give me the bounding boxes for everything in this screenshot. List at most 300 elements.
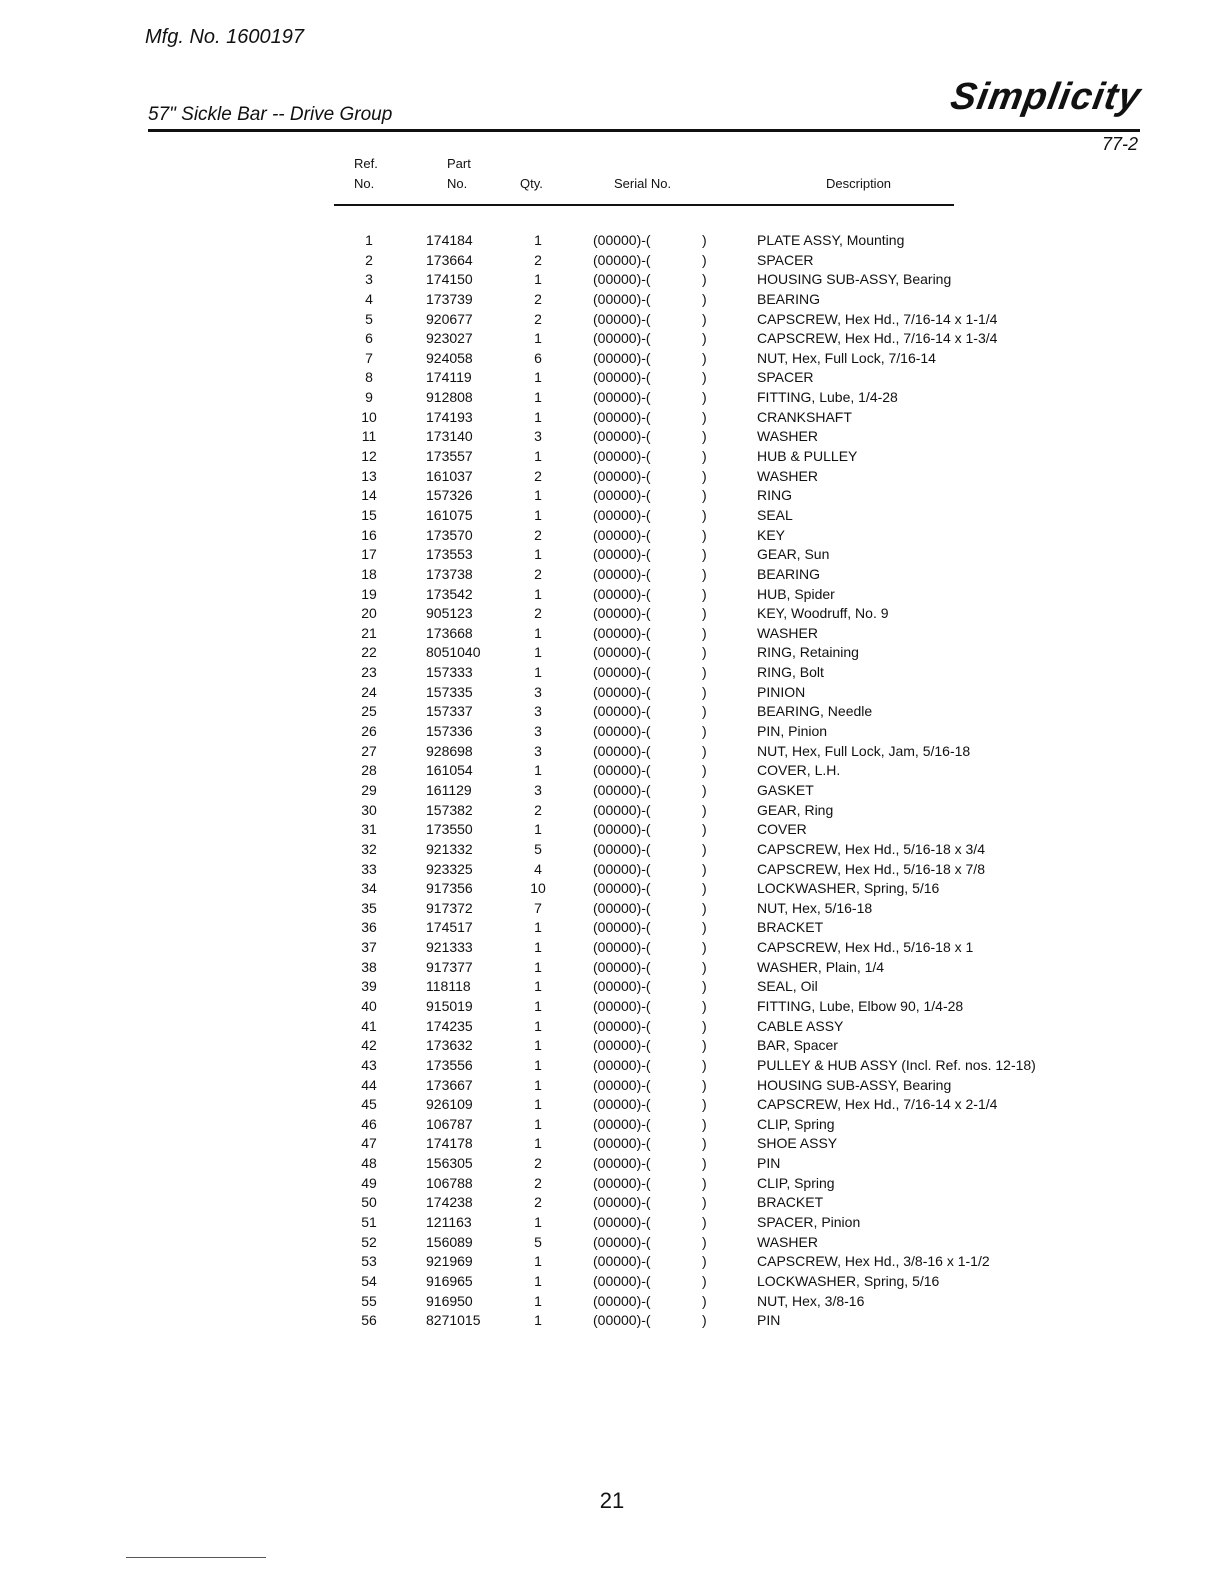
ref-number: 22 xyxy=(361,644,377,661)
serial-number: (00000)-( xyxy=(593,565,651,582)
quantity: 7 xyxy=(534,899,542,916)
quantity: 1 xyxy=(534,1272,542,1289)
part-number: 157337 xyxy=(426,703,473,720)
description: CAPSCREW, Hex Hd., 7/16-14 x 1-3/4 xyxy=(757,330,998,347)
ref-number: 20 xyxy=(361,605,377,622)
part-number: 174119 xyxy=(426,369,472,386)
part-number: 173570 xyxy=(426,526,473,543)
quantity: 1 xyxy=(534,1096,542,1113)
table-row xyxy=(0,1076,1224,1096)
serial-number: (00000)-( xyxy=(593,1292,651,1309)
quantity: 2 xyxy=(534,1194,542,1211)
serial-close: ) xyxy=(702,919,707,936)
quantity: 3 xyxy=(534,428,542,445)
serial-close: ) xyxy=(702,840,707,857)
table-row xyxy=(0,801,1224,821)
quantity: 3 xyxy=(534,781,542,798)
quantity: 1 xyxy=(534,958,542,975)
description: WASHER xyxy=(757,1233,818,1250)
description: WASHER xyxy=(757,467,818,484)
quantity: 1 xyxy=(534,1115,542,1132)
serial-number: (00000)-( xyxy=(593,801,651,818)
ref-number: 39 xyxy=(361,978,377,995)
part-number: 174184 xyxy=(426,232,473,248)
description: NUT, Hex, Full Lock, Jam, 5/16-18 xyxy=(757,742,971,759)
ref-number: 29 xyxy=(361,781,377,798)
description-header: Description xyxy=(826,176,892,191)
quantity: 5 xyxy=(534,840,542,857)
serial-number: (00000)-( xyxy=(593,487,651,504)
table-row xyxy=(0,938,1224,958)
part-number: 8051040 xyxy=(426,644,481,661)
serial-number: (00000)-( xyxy=(593,605,651,622)
serial-close: ) xyxy=(702,1272,707,1289)
serial-number: (00000)-( xyxy=(593,428,651,445)
serial-close: ) xyxy=(702,742,707,759)
serial-number: (00000)-( xyxy=(593,1233,651,1250)
serial-close: ) xyxy=(702,1214,707,1231)
description: HOUSING SUB-ASSY, Bearing xyxy=(757,271,952,288)
table-row xyxy=(0,879,1224,899)
mfg-number: Mfg. No. 1600197 xyxy=(145,26,304,48)
serial-number: (00000)-( xyxy=(593,310,651,327)
quantity: 4 xyxy=(534,860,542,877)
table-row xyxy=(0,1193,1224,1213)
serial-number: (00000)-( xyxy=(593,232,651,248)
ref-number: 32 xyxy=(361,840,377,857)
description: PINION xyxy=(757,683,806,700)
table-row xyxy=(0,349,1224,369)
quantity: 1 xyxy=(534,389,542,406)
serial-number: (00000)-( xyxy=(593,290,651,307)
serial-close: ) xyxy=(702,899,707,916)
description: SHOE ASSY xyxy=(757,1135,838,1152)
serial-number: (00000)-( xyxy=(593,526,651,543)
serial-close: ) xyxy=(702,821,707,838)
part-number: 921332 xyxy=(426,840,473,857)
part-header-line2: No. xyxy=(447,176,468,191)
ref-number: 14 xyxy=(361,487,377,504)
description: CABLE ASSY xyxy=(757,1017,844,1034)
description: PULLEY & HUB ASSY (Incl. Ref. nos. 12-18) xyxy=(757,1056,1036,1073)
table-row xyxy=(0,1213,1224,1233)
serial-close: ) xyxy=(702,585,707,602)
description: PIN xyxy=(757,1155,781,1172)
serial-close: ) xyxy=(702,369,707,386)
description: SPACER xyxy=(757,369,814,386)
ref-number: 23 xyxy=(361,664,377,681)
quantity: 1 xyxy=(534,330,542,347)
table-row xyxy=(0,958,1224,978)
quantity: 1 xyxy=(534,762,542,779)
serial-number: (00000)-( xyxy=(593,1135,651,1152)
table-row xyxy=(0,310,1224,330)
part-number: 156305 xyxy=(426,1155,473,1172)
description: HUB & PULLEY xyxy=(757,448,858,465)
serial-close: ) xyxy=(702,251,707,268)
header-rule xyxy=(148,129,1140,132)
serial-close: ) xyxy=(702,506,707,523)
table-row xyxy=(0,820,1224,840)
description: CLIP, Spring xyxy=(757,1115,835,1132)
serial-close: ) xyxy=(702,1037,707,1054)
part-no-header xyxy=(447,154,471,194)
description: BEARING xyxy=(757,565,821,582)
serial-close: ) xyxy=(702,1076,707,1093)
quantity: 1 xyxy=(534,487,542,504)
serial-close: ) xyxy=(702,860,707,877)
serial-close: ) xyxy=(702,310,707,327)
description: FITTING, Lube, 1/4-28 xyxy=(757,389,898,406)
table-row xyxy=(0,860,1224,880)
quantity: 2 xyxy=(534,1174,542,1191)
ref-number: 48 xyxy=(361,1155,377,1172)
table-row xyxy=(0,977,1224,997)
serial-number: (00000)-( xyxy=(593,1056,651,1073)
part-number: 924058 xyxy=(426,349,473,366)
quantity: 1 xyxy=(534,644,542,661)
quantity: 1 xyxy=(534,271,542,288)
part-number: 174150 xyxy=(426,271,473,288)
quantity: 2 xyxy=(534,251,542,268)
ref-number: 46 xyxy=(361,1115,377,1132)
serial-number: (00000)-( xyxy=(593,1037,651,1054)
table-row xyxy=(0,506,1224,526)
table-row xyxy=(0,722,1224,742)
part-number: 173738 xyxy=(426,565,473,582)
ref-number: 8 xyxy=(365,369,373,386)
table-row xyxy=(0,781,1224,801)
part-number: 923325 xyxy=(426,860,473,877)
serial-close: ) xyxy=(702,1155,707,1172)
serial-close: ) xyxy=(702,1233,707,1250)
ref-number: 12 xyxy=(361,448,377,465)
ref-number: 13 xyxy=(361,467,377,484)
quantity: 1 xyxy=(534,546,542,563)
serial-close: ) xyxy=(702,487,707,504)
quantity: 2 xyxy=(534,605,542,622)
serial-number: (00000)-( xyxy=(593,389,651,406)
table-row xyxy=(0,1056,1224,1076)
serial-number: (00000)-( xyxy=(593,1253,651,1270)
table-row xyxy=(0,1272,1224,1292)
serial-close: ) xyxy=(702,448,707,465)
serial-number: (00000)-( xyxy=(593,1096,651,1113)
serial-close: ) xyxy=(702,1312,707,1329)
serial-close: ) xyxy=(702,330,707,347)
description: CAPSCREW, Hex Hd., 5/16-18 x 3/4 xyxy=(757,840,985,857)
table-row xyxy=(0,1154,1224,1174)
serial-number: (00000)-( xyxy=(593,860,651,877)
part-number: 161129 xyxy=(426,781,472,798)
table-row xyxy=(0,997,1224,1017)
part-number: 161037 xyxy=(426,467,473,484)
description: WASHER xyxy=(757,428,818,445)
description: CLIP, Spring xyxy=(757,1174,835,1191)
ref-number: 26 xyxy=(361,723,377,740)
serial-close: ) xyxy=(702,624,707,641)
quantity: 1 xyxy=(534,997,542,1014)
part-number: 920677 xyxy=(426,310,473,327)
ref-number: 9 xyxy=(365,389,373,406)
part-number: 121163 xyxy=(426,1214,472,1231)
quantity: 1 xyxy=(534,1214,542,1231)
quantity: 1 xyxy=(534,232,542,248)
part-number: 173550 xyxy=(426,821,473,838)
description: CAPSCREW, Hex Hd., 5/16-18 x 7/8 xyxy=(757,860,985,877)
ref-number: 53 xyxy=(361,1253,377,1270)
ref-number: 10 xyxy=(361,408,377,425)
serial-number: (00000)-( xyxy=(593,448,651,465)
part-number: 173632 xyxy=(426,1037,473,1054)
description: HOUSING SUB-ASSY, Bearing xyxy=(757,1076,952,1093)
table-row xyxy=(0,1095,1224,1115)
part-number: 928698 xyxy=(426,742,473,759)
serial-close: ) xyxy=(702,801,707,818)
table-row xyxy=(0,761,1224,781)
quantity: 1 xyxy=(534,369,542,386)
serial-close: ) xyxy=(702,1115,707,1132)
serial-number: (00000)-( xyxy=(593,1115,651,1132)
part-number: 917377 xyxy=(426,958,473,975)
ref-number: 45 xyxy=(361,1096,377,1113)
ref-number: 31 xyxy=(361,821,377,838)
table-row xyxy=(0,486,1224,506)
table-row xyxy=(0,545,1224,565)
quantity: 1 xyxy=(534,624,542,641)
ref-number: 50 xyxy=(361,1194,377,1211)
table-row xyxy=(0,742,1224,762)
table-row xyxy=(0,290,1224,310)
ref-no-header xyxy=(354,154,378,194)
serial-number: (00000)-( xyxy=(593,899,651,916)
part-number: 157336 xyxy=(426,723,473,740)
quantity: 1 xyxy=(534,821,542,838)
ref-number: 54 xyxy=(361,1272,377,1289)
ref-number: 33 xyxy=(361,860,377,877)
description: PIN xyxy=(757,1312,781,1329)
quantity: 1 xyxy=(534,1312,542,1329)
serial-close: ) xyxy=(702,997,707,1014)
quantity: 1 xyxy=(534,585,542,602)
serial-close: ) xyxy=(702,644,707,661)
description: WASHER, Plain, 1/4 xyxy=(757,958,885,975)
quantity: 2 xyxy=(534,801,542,818)
table-row xyxy=(0,388,1224,408)
ref-number: 1 xyxy=(365,232,373,248)
table-row xyxy=(0,585,1224,605)
serial-close: ) xyxy=(702,389,707,406)
table-row xyxy=(0,1311,1224,1331)
serial-number: (00000)-( xyxy=(593,781,651,798)
part-number: 174178 xyxy=(426,1135,473,1152)
serial-number: (00000)-( xyxy=(593,919,651,936)
ref-number: 47 xyxy=(361,1135,377,1152)
ref-number: 27 xyxy=(361,742,377,759)
quantity: 2 xyxy=(534,310,542,327)
part-header-line1: Part xyxy=(447,156,471,171)
description: PLATE ASSY, Mounting xyxy=(757,232,905,248)
description: GASKET xyxy=(757,781,814,798)
serial-close: ) xyxy=(702,1017,707,1034)
table-row xyxy=(0,231,1224,251)
serial-close: ) xyxy=(702,349,707,366)
part-number: 916965 xyxy=(426,1272,473,1289)
table-row xyxy=(0,899,1224,919)
quantity: 10 xyxy=(530,880,546,897)
serial-close: ) xyxy=(702,1194,707,1211)
table-row xyxy=(0,408,1224,428)
serial-close: ) xyxy=(702,290,707,307)
ref-header-line1: Ref. xyxy=(354,156,378,171)
description: RING xyxy=(757,487,792,504)
serial-close: ) xyxy=(702,1292,707,1309)
serial-close: ) xyxy=(702,1096,707,1113)
serial-close: ) xyxy=(702,939,707,956)
serial-close: ) xyxy=(702,1174,707,1191)
table-row xyxy=(0,1174,1224,1194)
quantity: 1 xyxy=(534,1017,542,1034)
serial-number: (00000)-( xyxy=(593,1194,651,1211)
quantity: 2 xyxy=(534,1155,542,1172)
description: GEAR, Sun xyxy=(757,546,830,563)
ref-number: 35 xyxy=(361,899,377,916)
description: BEARING, Needle xyxy=(757,703,873,720)
description: CAPSCREW, Hex Hd., 7/16-14 x 2-1/4 xyxy=(757,1096,998,1113)
description: GEAR, Ring xyxy=(757,801,834,818)
description: LOCKWASHER, Spring, 5/16 xyxy=(757,1272,940,1289)
part-number: 916950 xyxy=(426,1292,473,1309)
description: COVER xyxy=(757,821,807,838)
serial-close: ) xyxy=(702,526,707,543)
description: COVER, L.H. xyxy=(757,762,841,779)
serial-close: ) xyxy=(702,232,707,248)
serial-close: ) xyxy=(702,546,707,563)
brand-logo: Simplicity xyxy=(946,76,1144,118)
part-number: 173739 xyxy=(426,290,473,307)
serial-close: ) xyxy=(702,880,707,897)
ref-number: 7 xyxy=(365,349,373,366)
table-row xyxy=(0,683,1224,703)
quantity: 1 xyxy=(534,448,542,465)
description: SEAL, Oil xyxy=(757,978,818,995)
quantity: 3 xyxy=(534,683,542,700)
serial-number: (00000)-( xyxy=(593,251,651,268)
serial-number: (00000)-( xyxy=(593,664,651,681)
serial-number: (00000)-( xyxy=(593,585,651,602)
serial-number: (00000)-( xyxy=(593,506,651,523)
serial-number: (00000)-( xyxy=(593,840,651,857)
serial-close: ) xyxy=(702,428,707,445)
serial-number: (00000)-( xyxy=(593,762,651,779)
description: KEY xyxy=(757,526,786,543)
quantity: 1 xyxy=(534,1037,542,1054)
description: NUT, Hex, 3/8-16 xyxy=(757,1292,865,1309)
ref-number: 16 xyxy=(361,526,377,543)
part-number: 173553 xyxy=(426,546,473,563)
description: FITTING, Lube, Elbow 90, 1/4-28 xyxy=(757,997,964,1014)
ref-number: 3 xyxy=(365,271,373,288)
part-number: 157382 xyxy=(426,801,473,818)
ref-number: 28 xyxy=(361,762,377,779)
description: NUT, Hex, Full Lock, 7/16-14 xyxy=(757,349,936,366)
part-number: 106787 xyxy=(426,1115,473,1132)
part-number: 157333 xyxy=(426,664,473,681)
table-row xyxy=(0,270,1224,290)
description: CAPSCREW, Hex Hd., 3/8-16 x 1-1/2 xyxy=(757,1253,990,1270)
table-row xyxy=(0,1292,1224,1312)
table-row xyxy=(0,840,1224,860)
table-row xyxy=(0,526,1224,546)
table-row xyxy=(0,368,1224,388)
table-row xyxy=(0,467,1224,487)
ref-number: 34 xyxy=(361,880,377,897)
serial-number: (00000)-( xyxy=(593,821,651,838)
quantity: 3 xyxy=(534,703,542,720)
part-number: 157335 xyxy=(426,683,473,700)
part-number: 173556 xyxy=(426,1056,473,1073)
serial-number: (00000)-( xyxy=(593,546,651,563)
part-number: 174238 xyxy=(426,1194,473,1211)
serial-close: ) xyxy=(702,1253,707,1270)
quantity: 1 xyxy=(534,919,542,936)
serial-number: (00000)-( xyxy=(593,1155,651,1172)
table-row xyxy=(0,918,1224,938)
serial-number: (00000)-( xyxy=(593,703,651,720)
serial-close: ) xyxy=(702,958,707,975)
part-number: 921333 xyxy=(426,939,473,956)
description: BRACKET xyxy=(757,919,824,936)
ref-number: 4 xyxy=(365,290,373,307)
table-row xyxy=(0,565,1224,585)
quantity: 6 xyxy=(534,349,542,366)
serial-number: (00000)-( xyxy=(593,1174,651,1191)
ref-number: 56 xyxy=(361,1312,377,1329)
part-number: 173667 xyxy=(426,1076,473,1093)
serial-number: (00000)-( xyxy=(593,624,651,641)
quantity: 3 xyxy=(534,742,542,759)
ref-number: 49 xyxy=(361,1174,377,1191)
quantity: 5 xyxy=(534,1233,542,1250)
description: PIN, Pinion xyxy=(757,723,828,740)
part-number: 106788 xyxy=(426,1174,473,1191)
ref-number: 15 xyxy=(361,506,377,523)
serial-close: ) xyxy=(702,467,707,484)
quantity: 2 xyxy=(534,526,542,543)
description: CRANKSHAFT xyxy=(757,408,852,425)
ref-number: 5 xyxy=(365,310,373,327)
part-number: 8271015 xyxy=(426,1312,481,1329)
part-number: 157326 xyxy=(426,487,473,504)
serial-number: (00000)-( xyxy=(593,742,651,759)
quantity: 1 xyxy=(534,978,542,995)
quantity: 1 xyxy=(534,506,542,523)
description: HUB, Spider xyxy=(757,585,835,602)
ref-number: 42 xyxy=(361,1037,377,1054)
ref-number: 41 xyxy=(361,1017,377,1034)
part-number: 173140 xyxy=(426,428,473,445)
serial-number: (00000)-( xyxy=(593,271,651,288)
ref-number: 37 xyxy=(361,939,377,956)
serial-close: ) xyxy=(702,565,707,582)
parts-list xyxy=(0,231,1224,1331)
part-number: 917372 xyxy=(426,899,473,916)
part-number: 912808 xyxy=(426,389,473,406)
serial-close: ) xyxy=(702,683,707,700)
description: BEARING xyxy=(757,290,821,307)
serial-number: (00000)-( xyxy=(593,408,651,425)
serial-number: (00000)-( xyxy=(593,978,651,995)
